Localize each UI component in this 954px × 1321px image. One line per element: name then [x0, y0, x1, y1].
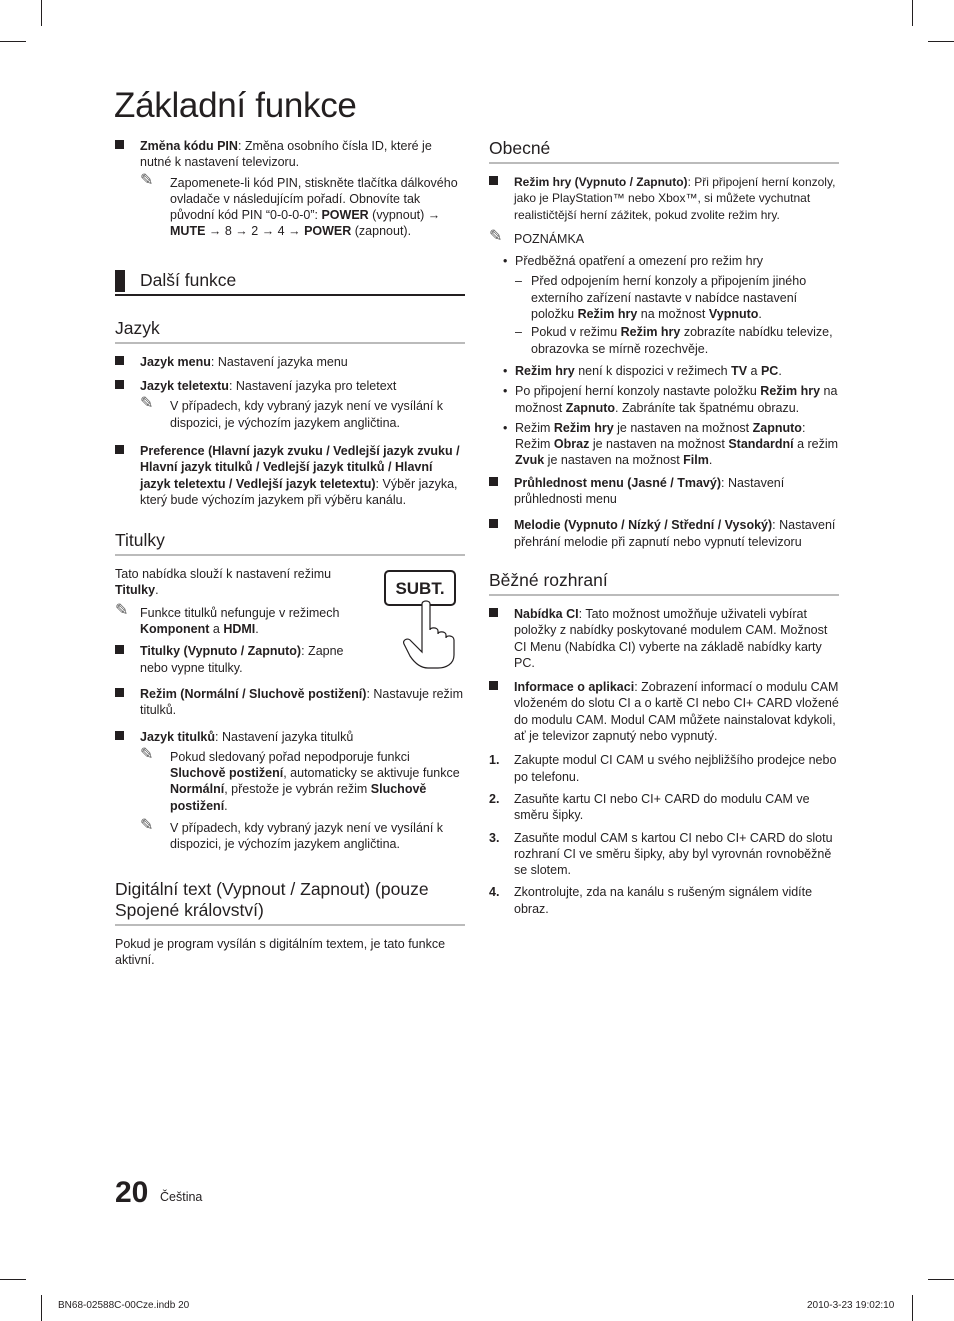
- note: [140, 745, 465, 814]
- page-number: 20: [115, 1176, 149, 1209]
- crop-mark: [928, 41, 954, 42]
- step-text: Zasuňte kartu CI nebo CI+ CARD do modulu CAM ve směru šipky.: [514, 791, 810, 823]
- item-text: : Výběr jazyka, který bude výchozím jazykem při výběru kanálu.: [140, 476, 458, 507]
- note-text: Pokud sledovaný pořad nepodporuje funkci: [170, 749, 410, 764]
- list-item-jazyk-titulku: [115, 729, 465, 853]
- right-column: [489, 138, 839, 923]
- heading-digitalni-text: Digitální text (Vypnout / Zapnout) (pouze Spojené království): [115, 879, 465, 926]
- bullet-text: : Režim: [515, 420, 806, 452]
- crop-mark: [0, 1279, 26, 1280]
- note-text: a: [209, 622, 224, 637]
- bullet-dot-icon: •: [503, 384, 508, 399]
- bullet-text: je nastaven na možnost: [613, 420, 753, 435]
- item-text: : Nastavení jazyka pro teletext: [228, 379, 397, 394]
- list-item-jazyk-teletextu: [115, 378, 465, 431]
- list-item-pruhlednost: [489, 475, 839, 508]
- bullet-dot-icon: •: [503, 420, 508, 435]
- bullet-text: je nastaven na možnost: [544, 453, 684, 468]
- step-item: [489, 884, 839, 917]
- bullet-text: Po připojení herní konzoly nastavte položku: [515, 384, 761, 399]
- bullet-item: [501, 383, 839, 416]
- item-label: Informace o aplikaci: [514, 680, 635, 695]
- item-text: : Nastavení průhlednosti menu: [514, 475, 785, 507]
- poznamka-heading: [489, 227, 839, 247]
- pencil-note-icon: ✎: [140, 395, 154, 413]
- item-label: Průhlednost menu (Jasné / Tmavý): [514, 475, 721, 490]
- digital-text: Pokud je program vysílán s digitálním textem, je tato funkce aktivní.: [115, 936, 446, 967]
- note-text: → 8 → 2 → 4 →: [205, 224, 305, 239]
- dash-text: .: [758, 307, 762, 322]
- dash-text: Pokud v režimu: [531, 325, 621, 340]
- poznamka-list: [489, 253, 839, 469]
- dash-text: Před odpojením herní konzoly a připojením jiného externího zařízení nastavte v nabídce nastavení položku: [531, 274, 807, 322]
- item-label: Nabídka CI: [514, 606, 579, 621]
- note-bold: POWER: [304, 224, 352, 239]
- dash-text: zobrazíte nabídku televize, obrazovka se mírně rozechvěje.: [531, 325, 833, 356]
- slug-date: 2010-3-23 19:02:10: [807, 1300, 895, 1311]
- intro-text: .: [155, 583, 159, 598]
- dash-item: [501, 273, 839, 322]
- bullet-text: Předběžná opatření a omezení pro režim hry: [515, 254, 764, 269]
- step-text: Zkontrolujte, zda na kanálu s rušeným signálem vidíte obraz.: [514, 885, 813, 916]
- section-bar-icon: [115, 270, 125, 292]
- note-text: (vypnout) →: [368, 208, 441, 223]
- item-label: Změna kódu PIN: [140, 139, 238, 153]
- poznamka-text: POZNÁMKA: [514, 231, 585, 246]
- bullet-bold: Režim hry: [515, 363, 575, 378]
- note-bold: POWER: [321, 208, 369, 223]
- item-text: : Změna osobního čísla ID, které je nutné k nastavení televizoru.: [140, 139, 432, 170]
- bullet-item: [501, 420, 839, 469]
- heading-bezne-rozhrani: Běžné rozhraní: [489, 570, 839, 596]
- note-text: (zapnout).: [351, 224, 412, 239]
- note-text: , automaticky se aktivuje funkce: [283, 766, 460, 781]
- titulky-intro: [115, 566, 355, 599]
- list-item-rezim-hry: [489, 174, 839, 223]
- note-bold: MUTE: [170, 224, 206, 239]
- section-heading-dalsi-funkce: [115, 270, 465, 296]
- note-text: , přestože je vybrán režim: [224, 782, 371, 797]
- crop-mark: [912, 1295, 913, 1321]
- item-label: Jazyk titulků: [140, 729, 216, 744]
- note-bold: Normální: [170, 782, 225, 797]
- crop-mark: [41, 0, 42, 26]
- bullet-bold: Obraz: [553, 437, 590, 452]
- left-column: [115, 138, 465, 974]
- square-bullet-icon: [489, 176, 498, 185]
- pencil-note-icon: ✎: [115, 601, 129, 619]
- item-label: Preference (Hlavní jazyk zvuku / Vedlejší jazyk zvuku / Hlavní jazyk titulků / Vedlejší jazyk titulků / Hlavní jazyk teletextu / Vedlejší jazyk teletextu): [140, 443, 460, 491]
- bullet-text: je nastaven na možnost: [589, 437, 729, 452]
- page-title: Základní funkce: [114, 86, 357, 125]
- step-number: 1.: [489, 753, 500, 768]
- step-item: [489, 830, 839, 879]
- dash-icon: –: [515, 325, 522, 340]
- step-number: 4.: [489, 885, 500, 900]
- square-bullet-icon: [115, 445, 124, 454]
- pencil-note-icon: ✎: [140, 745, 154, 763]
- note-bold: Sluchově postižení: [170, 782, 427, 813]
- heading-jazyk: Jazyk: [115, 318, 465, 344]
- note: [140, 817, 465, 853]
- crop-mark: [912, 0, 913, 26]
- square-bullet-icon: [489, 519, 498, 528]
- bullet-bold: PC: [760, 363, 779, 378]
- bullet-text: na možnost: [515, 384, 838, 415]
- list-item-informace: [489, 679, 839, 744]
- bullet-bold: Režim hry: [760, 384, 821, 399]
- item-label: Režim hry (Vypnuto / Zapnuto): [514, 175, 688, 189]
- crop-mark: [928, 1279, 954, 1280]
- pencil-note-icon: ✎: [140, 171, 154, 189]
- item-text: : Nastavuje režim titulků.: [140, 686, 463, 718]
- item-label: Jazyk teletextu: [140, 379, 229, 394]
- dash-bold: Režim hry: [577, 307, 638, 322]
- subt-remote-button: SUBT.: [384, 570, 456, 606]
- dash-text: na možnost: [637, 307, 709, 322]
- bullet-bold: Zapnuto: [752, 420, 802, 435]
- note-bold: Komponent: [140, 622, 210, 637]
- note-text: Zapomenete-li kód PIN, stiskněte tlačítka dálkového ovladače v následujícím pořadí. Obnovíte tak původní kód PIN “0-0-0-0”:: [170, 175, 458, 223]
- item-text: : Tato možnost umožňuje uživateli vybírat položky z nabídky poskytované modulem CAM. Možnost CI Menu (Nabídka CI) vyberte na základě nabídky karty PC.: [514, 606, 828, 670]
- item-text: : Nastavení jazyka titulků: [215, 729, 354, 744]
- bullet-bold: Režim hry: [553, 420, 614, 435]
- heading-titulky: Titulky: [115, 530, 465, 556]
- square-bullet-icon: [115, 688, 124, 697]
- item-label: Titulky (Vypnuto / Zapnuto): [140, 644, 302, 659]
- dash-icon: –: [515, 274, 522, 289]
- footer-language: Čeština: [160, 1190, 203, 1204]
- square-bullet-icon: [115, 645, 124, 654]
- note-bold: Sluchově postižení: [170, 766, 284, 781]
- crop-mark: [0, 41, 26, 42]
- bullet-item: [501, 363, 839, 379]
- note-text: .: [255, 622, 259, 637]
- bullet-text: .: [708, 453, 713, 468]
- item-label: Jazyk menu: [140, 354, 211, 369]
- square-bullet-icon: [489, 608, 498, 617]
- note: [140, 395, 465, 431]
- dash-bold: Vypnuto: [708, 307, 759, 322]
- square-bullet-icon: [489, 681, 498, 690]
- intro-text: Tato nabídka slouží k nastavení režimu: [115, 567, 332, 582]
- note-text: V případech, kdy vybraný jazyk není ve vysílání k dispozici, je výchozím jazykem angličtina.: [170, 821, 444, 852]
- item-text: : Zapne nebo vypne titulky.: [140, 644, 344, 675]
- step-number: 2.: [489, 791, 500, 806]
- list-item-nabidka-ci: [489, 606, 839, 671]
- bullet-text: a: [747, 363, 761, 378]
- pencil-note-icon: ✎: [140, 817, 154, 835]
- intro-bold: Titulky: [115, 583, 156, 598]
- list-item-preference: [115, 443, 465, 508]
- bullet-text: a režim: [793, 437, 839, 452]
- square-bullet-icon: [115, 380, 124, 389]
- dash-bold: Režim hry: [620, 325, 681, 340]
- bullet-text: Režim: [515, 420, 554, 435]
- bullet-bold: Standardní: [728, 437, 794, 452]
- bullet-text: . Zabráníte tak špatnému obrazu.: [615, 400, 800, 415]
- list-item-titulky-onoff: [115, 643, 360, 676]
- item-text: : Při připojení herní konzoly, jako je PlayStation™ nebo Xbox™, si můžete vychutnat realističtější herní zážitek, pokud zvolite režim hry.: [514, 175, 836, 222]
- list-item-rezim: [115, 686, 465, 719]
- note-text: V případech, kdy vybraný jazyk není ve vysílání k dispozici, je výchozím jazykem angličtina.: [170, 399, 444, 430]
- note: [140, 171, 465, 240]
- step-item: [489, 791, 839, 824]
- section-heading-text: Další funkce: [140, 269, 237, 290]
- note-text: Funkce titulků nefunguje v režimech: [140, 605, 340, 620]
- bullet-bold: TV: [731, 363, 748, 378]
- list-item-pin: [115, 138, 465, 240]
- pencil-note-icon: ✎: [489, 227, 503, 245]
- bullet-bold: Zvuk: [515, 453, 545, 468]
- step-item: [489, 752, 839, 785]
- item-text: : Zobrazení informací o modulu CAM vloženém do slotu CI a o kartě CI nebo CI+ CARD vložené do modulu CAM. Modul CAM můžete nainstalovat kdykoli, ať je televizor zapnutý nebo vypnutý.: [514, 680, 839, 744]
- square-bullet-icon: [115, 356, 124, 365]
- dash-item: [501, 324, 839, 357]
- square-bullet-icon: [489, 477, 498, 486]
- square-bullet-icon: [115, 731, 124, 740]
- bullet-bold: Zapnuto: [565, 400, 616, 415]
- bullet-dot-icon: •: [503, 254, 508, 269]
- step-number: 3.: [489, 830, 500, 845]
- step-text: Zasuňte modul CAM s kartou CI nebo CI+ CARD do slotu rozhraní CI ve směru šipky, aby byl vyrovnán rovnoběžně se slotem.: [514, 830, 833, 878]
- item-text: : Nastavení jazyka menu: [210, 354, 348, 369]
- square-bullet-icon: [115, 140, 124, 149]
- crop-mark: [41, 1295, 42, 1321]
- slug-file: BN68-02588C-00Cze.indb 20: [58, 1300, 190, 1311]
- bullet-dot-icon: •: [503, 363, 508, 378]
- item-label: Režim (Normální / Sluchově postižení): [140, 686, 367, 701]
- bullet-text: .: [778, 363, 782, 378]
- note-bold: HDMI: [223, 622, 256, 637]
- list-item-jazyk-menu: [115, 354, 465, 370]
- titulky-note: [115, 601, 360, 638]
- bullet-bold: Film: [683, 453, 709, 468]
- bullet-text: není k dispozici v režimech: [574, 363, 732, 378]
- list-item-melodie: [489, 517, 839, 550]
- note-text: .: [224, 798, 228, 813]
- item-label: Melodie (Vypnuto / Nízký / Střední / Vysoký): [514, 518, 773, 533]
- step-text: Zakupte modul CI CAM u svého nejbližšího prodejce nebo po telefonu.: [514, 753, 837, 784]
- hand-pointer-icon: [400, 600, 460, 670]
- heading-obecne: Obecné: [489, 138, 839, 164]
- item-text: : Nastavení přehrání melodie při zapnutí nebo vypnutí televizoru: [514, 518, 836, 549]
- bullet-item: [501, 253, 839, 269]
